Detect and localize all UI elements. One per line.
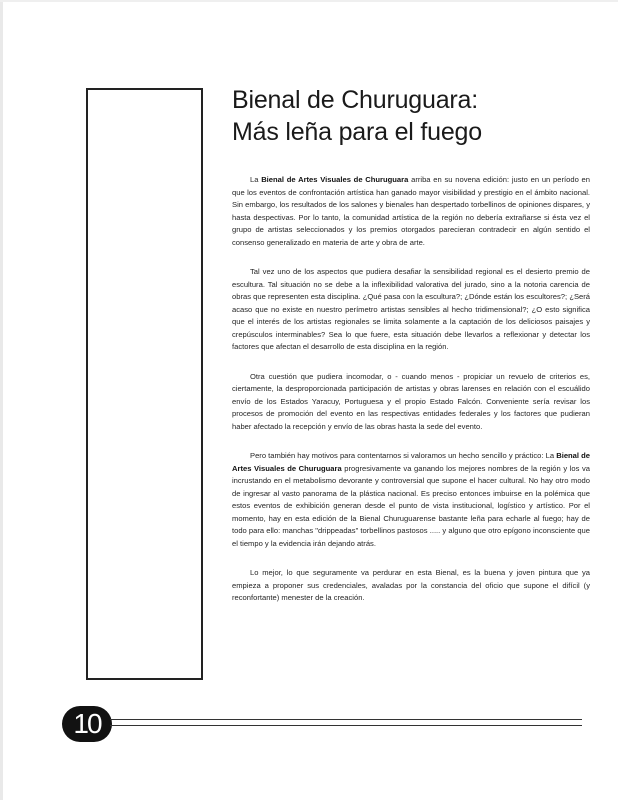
paragraph-5 bbox=[232, 567, 590, 605]
paragraph-3 bbox=[232, 371, 590, 434]
paragraph-5-text: Lo mejor, lo que seguramente va perdurar en esta Bienal, es la buena y joven pintura que ya empieza a proponer sus credenciales, avaladas por la constancia del oficio que supone el difícil (y reconfortante) menester de la creación. bbox=[232, 568, 590, 602]
bienal-name-emphasis: Bienal de Artes Visuales de Churuguara bbox=[232, 451, 590, 473]
paragraph-4 bbox=[232, 450, 590, 550]
footer-rule bbox=[110, 719, 582, 720]
page-number: 10 bbox=[62, 706, 112, 742]
bienal-name-emphasis: Bienal de Artes Visuales de Churuguara bbox=[261, 175, 409, 184]
article-title bbox=[232, 84, 592, 148]
paragraph-4-lead: Pero también hay motivos para contentarnos si valoramos un hecho sencillo y práctico: La bbox=[250, 451, 557, 460]
page-footer bbox=[62, 706, 582, 742]
paragraph-4-text: progresivamente va ganando los mejores nombres de la región y los va incrustando en el metabolismo devorante y controversial que supone el hacer cultural. No hay otro modo de ingresar al vasto panorama de la plástica nacional. Es preciso entonces imbuirse en la polémica que estos eventos de exhibición generan desde el punto de vista institucional, logístico y artístico. Por el momento, hay en esta edición de la Bienal Churuguarense bastante leña para echarle al fuego; hay de todo para ello: manchas "drippeadas" torbellinos pastosos ..... y alguno que otro epígono inconsciente que el tiempo y la evidencia irán dejando atrás. bbox=[232, 463, 590, 548]
paragraph-1-lead: La bbox=[250, 175, 262, 184]
title-line-1: Bienal de Churuguara: bbox=[232, 86, 478, 114]
scan-edge-top bbox=[0, 0, 618, 2]
article-body bbox=[232, 174, 590, 605]
footer-rule bbox=[110, 725, 582, 726]
sidebar-frame bbox=[86, 88, 203, 680]
title-line-2: Más leña para el fuego bbox=[232, 118, 482, 146]
paragraph-2-text: Tal vez uno de los aspectos que pudiera desafiar la sensibilidad regional es el desierto premio de escultura. Tal situación no se debe a la inflexibilidad valorativa del jurado, sino a la notoria carencia de obras que representen esta disciplina. ¿Qué pasa con la escultura?; ¿Dónde están los escultores?; ¿Será acaso que no existe en nuestro perímetro artistas sensibles al hecho tridimensional?; ¿O esto significa que el interés de los artistas regionales se limita solamente a la captación de los deliciosos paisajes y crepúsculos interminables? Sea lo que fuere, esta situación debe llevarlos a reflexionar y detectar los factores que afectan el desarrollo de esta disciplina en la región. bbox=[232, 267, 590, 351]
paragraph-1-text: arriba en su novena edición: justo en un período en que los eventos de confrontación artística han ganado mayor visibilidad y prestigio en el ámbito nacional. Sin embargo, los resultados de los salones y bienales han despertado torbellinos de opiniones dispares, y hasta despectivas. Por lo tanto, la comunidad artística de la región no debería extrañarse si ésta vez el grupo de artistas seleccionados y los premios otorgados parecieran contradecir en algún sentido el consenso generalizado en materia de arte y obra de arte. bbox=[232, 175, 590, 247]
scan-edge-left bbox=[0, 0, 3, 800]
paragraph-2 bbox=[232, 266, 590, 354]
paragraph-1 bbox=[232, 174, 590, 249]
paragraph-3-text: Otra cuestión que pudiera incomodar, o - cuando menos - propiciar un revuelo de criterios es, ciertamente, la desproporcionada participación de artistas y obras larenses en relación con el escuálido envío de los Estados Yaracuy, Portuguesa y el propio Estado Falcón. Conveniente sería revisar los procesos de promoción del evento en las respectivas entidades federales y los factores que pudieran haber afectado la recepción y envío de las obras hasta la sede del evento. bbox=[232, 371, 590, 431]
